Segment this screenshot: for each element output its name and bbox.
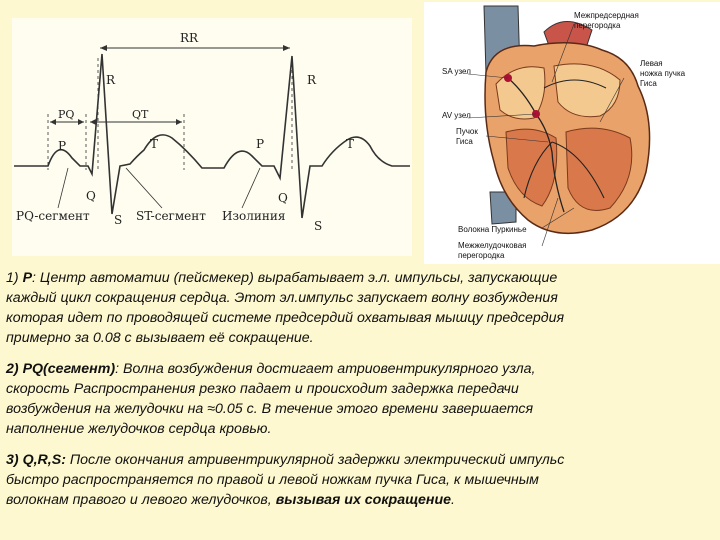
p1-line-4: примерно за 0.08 с вызывает её сокращение.: [6, 330, 314, 346]
t1-label: T: [150, 137, 159, 151]
ecg-svg: [12, 18, 412, 256]
pq-segment-pointer: [58, 168, 68, 208]
p1-heading: P: [22, 270, 33, 286]
left-bundle-label-1: Левая: [640, 59, 663, 68]
p3-text-3a: волокнам правого и левого желудочков,: [6, 492, 276, 508]
left-bundle-label-2: ножка пучка: [640, 69, 686, 78]
p1-text-1: : Центр автоматии (пейсмекер) вырабатывает э.л. импульсы, запускающие: [32, 270, 558, 286]
ecg-diagram: [12, 18, 412, 256]
r1-label: R: [106, 73, 116, 87]
p1-line-2: каждый цикл сокращения сердца. Этот эл.импульс запускает волну возбуждения: [6, 290, 558, 306]
ecg-trace: [14, 54, 410, 218]
p3-line-1: [6, 450, 718, 470]
st-segment-pointer: [126, 168, 162, 208]
q1-label: Q: [86, 189, 96, 203]
q2-label: Q: [278, 191, 288, 205]
rr-label: RR: [180, 31, 199, 45]
isoline-pointer: [242, 168, 260, 208]
pq-segment-label: PQ-сегмент: [16, 209, 90, 223]
p2-number: 2): [6, 361, 23, 377]
his-bundle-label-1: Пучок: [456, 127, 478, 136]
p2-line-3: возбуждения на желудочки на ≈0.05 с. В течение этого времени завершается: [6, 401, 534, 417]
ventricular-septum-label-2: перегородка: [458, 251, 505, 260]
p2-heading: PQ(сегмент): [22, 361, 116, 377]
heart-svg: [424, 2, 720, 264]
interatrial-septum-label-2: перегородка: [574, 21, 621, 30]
explanation-text: [6, 268, 718, 521]
paragraph-1: [6, 268, 718, 348]
left-bundle-label-3: Гиса: [640, 79, 657, 88]
qt-label: QT: [132, 108, 149, 121]
s2-label: S: [314, 219, 323, 233]
p3-text-1: После окончания атривентрикулярной задержки электрический импульс: [65, 452, 565, 468]
p2-label: P: [256, 137, 265, 151]
s1-label: S: [114, 213, 123, 227]
r2-label: R: [307, 73, 317, 87]
p3-emphasis: вызывая их сокращение: [275, 492, 452, 508]
p2-line-2: скорость Распространения резко падает и происходит задержка передачи: [6, 381, 519, 397]
interatrial-septum-label-1: Межпредсердная: [574, 11, 639, 20]
p3-line-3: [6, 490, 718, 510]
av-node-label: AV узел: [442, 111, 471, 120]
p1-line-1: [6, 268, 718, 288]
p2-line-4: наполнение желудочков сердца кровью.: [6, 421, 272, 437]
paragraph-3: [6, 450, 718, 510]
p3-heading: Q,R,S:: [22, 452, 66, 468]
p2-text-1: : Волна возбуждения достигает атриовентрикулярного узла,: [115, 361, 536, 377]
p2-line-1: [6, 359, 718, 379]
st-segment-label: ST-сегмент: [136, 209, 206, 223]
ventricular-septum-label-1: Межжелудочковая: [458, 241, 527, 250]
pq-label: PQ: [58, 108, 75, 121]
p3-line-2: быстро распространяется по правой и левой ножкам пучка Гиса, к мышечным: [6, 472, 539, 488]
purkinje-label: Волокна Пуркинье: [458, 225, 527, 234]
p1-number: 1): [6, 270, 23, 286]
p3-text-3c: .: [451, 492, 455, 508]
paragraph-2: [6, 359, 718, 439]
p3-number: 3): [6, 452, 23, 468]
sa-node-label: SA узел: [442, 67, 471, 76]
t2-label: T: [346, 137, 355, 151]
isoline-label: Изолиния: [222, 209, 286, 223]
p1-line-3: которая идет по проводящей системе предсердий охватывая мышцу предсердия: [6, 310, 565, 326]
p1-label: P: [58, 139, 67, 153]
heart-illustration: [424, 2, 720, 264]
his-bundle-label-2: Гиса: [456, 137, 473, 146]
